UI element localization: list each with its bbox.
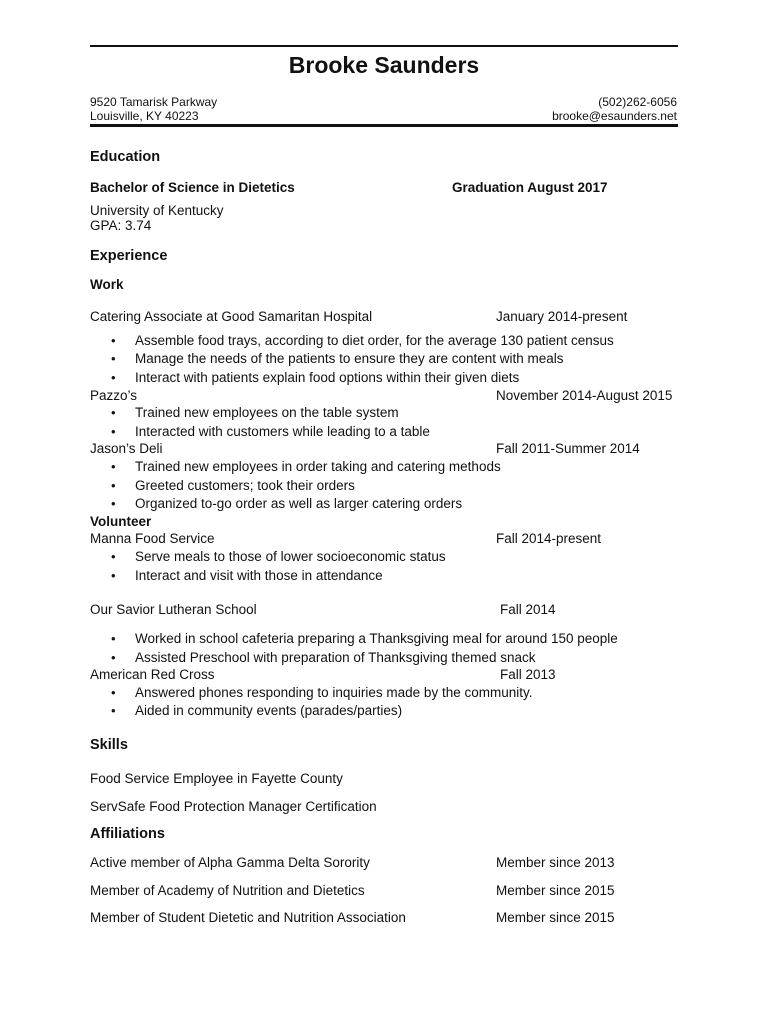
volunteer-title: American Red Cross [90,667,215,682]
job-title: Jason’s Deli [90,441,163,456]
job-bullet: • Manage the needs of the patients to ensure they are content with meals [135,351,564,367]
job-title: Pazzo’s [90,388,138,403]
job-dates: January 2014-present [496,309,628,324]
job-bullet: • Organized to-go order as well as larger catering orders [135,496,462,512]
header-divider [90,124,678,127]
job-dates: November 2014-August 2015 [496,388,673,403]
job-bullet: • Interact with patients explain food options within their given diets [135,370,519,386]
volunteer-title: Our Savior Lutheran School [90,602,257,617]
job-title: Catering Associate at Good Samaritan Hospital [90,309,373,324]
affiliation-name: Active member of Alpha Gamma Delta Sorority [90,855,370,870]
school-name: University of Kentucky [90,203,224,218]
job-bullet: • Assemble food trays, according to diet order, for the average 130 patient census [135,333,614,349]
volunteer-heading: Volunteer [90,514,152,529]
top-rule [90,45,678,47]
volunteer-dates: Fall 2013 [500,667,556,682]
affiliation-since: Member since 2015 [496,910,615,925]
job-bullet: • Trained new employees in order taking and catering methods [135,459,501,475]
education-heading: Education [90,149,161,165]
volunteer-dates: Fall 2014 [500,602,556,617]
job-dates: Fall 2011-Summer 2014 [496,441,640,456]
gpa: GPA: 3.74 [90,218,152,233]
email-address: brooke@esaunders.net [552,109,677,123]
volunteer-bullet: • Worked in school cafeteria preparing a Thanksgiving meal for around 150 people [135,631,618,647]
affiliation-name: Member of Academy of Nutrition and Dietetics [90,883,365,898]
affiliations-heading: Affiliations [90,826,165,842]
job-bullet: • Interacted with customers while leading to a table [135,424,430,440]
affiliation-name: Member of Student Dietetic and Nutrition Association [90,910,406,925]
affiliation-since: Member since 2013 [496,855,615,870]
job-bullet: • Greeted customers; took their orders [135,478,355,494]
volunteer-title: Manna Food Service [90,531,215,546]
skill-item: Food Service Employee in Fayette County [90,771,343,786]
volunteer-bullet: • Interact and visit with those in attendance [135,568,383,584]
volunteer-bullet: • Assisted Preschool with preparation of Thanksgiving themed snack [135,650,535,666]
volunteer-bullet: • Serve meals to those of lower socioeconomic status [135,549,446,565]
resume-name: Brooke Saunders [288,52,480,78]
phone-number: (502)262-6056 [598,95,677,109]
experience-heading: Experience [90,248,168,264]
volunteer-bullet: • Aided in community events (parades/parties) [135,703,402,719]
skills-heading: Skills [90,737,128,753]
degree-title: Bachelor of Science in Dietetics [90,180,295,195]
address-line-1: 9520 Tamarisk Parkway [90,95,218,109]
address-line-2: Louisville, KY 40223 [90,109,199,123]
skill-item: ServSafe Food Protection Manager Certification [90,799,377,814]
volunteer-bullet: • Answered phones responding to inquiries made by the community. [135,685,532,701]
job-bullet: • Trained new employees on the table system [135,405,399,421]
graduation-date: Graduation August 2017 [452,180,608,195]
work-heading: Work [90,277,124,292]
volunteer-dates: Fall 2014-present [496,531,602,546]
affiliation-since: Member since 2015 [496,883,615,898]
